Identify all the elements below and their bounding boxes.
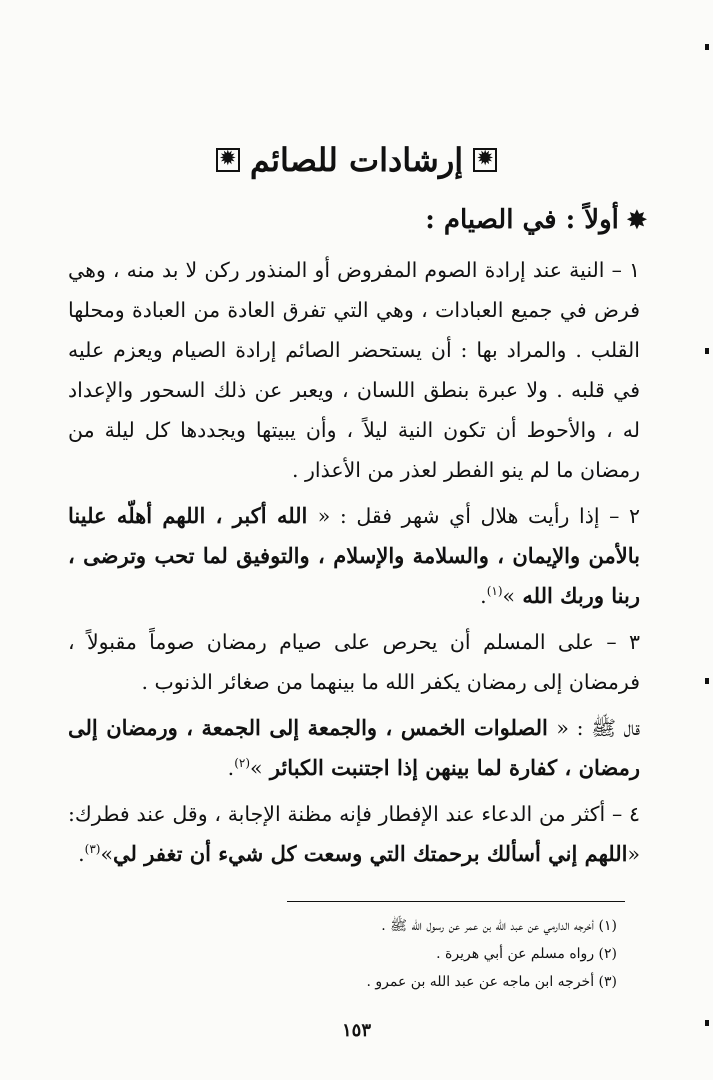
footnote-1: (١) أخرجه الدارمي عن عبد الله بن عمر عن رسول الله ﷺ .	[381, 918, 617, 934]
footnote-divider	[287, 901, 625, 902]
paragraph-2	[68, 496, 640, 616]
footnote-ref-1[interactable]: (١)	[486, 584, 503, 599]
ornament-icon	[216, 148, 240, 172]
footnote-3: (٣) أخرجه ابن ماجه عن عبد الله بن عمرو .	[366, 974, 617, 990]
page-number: ١٥٣	[341, 1020, 371, 1041]
footnote-ref-2[interactable]: (٢)	[234, 756, 251, 771]
paragraph-3: ٣ – على المسلم أن يحرص على صيام رمضان صوماً مقبولاً ، فرمضان إلى رمضان يكفر الله ما بينهما من صغائر الذنوب .	[68, 630, 640, 694]
paragraph-2-lead: ٢ – إذا رأيت هلال أي شهر فقل : «	[317, 504, 640, 528]
paragraph-2-quote-close: »	[502, 584, 516, 608]
scan-mark	[705, 1020, 709, 1026]
paragraph-5-quote-close: »	[100, 842, 114, 866]
paragraph-5	[68, 794, 640, 874]
paragraph-4-lead: قال ﷺ : «	[556, 716, 640, 740]
paragraph-4-quote: الصلوات الخمس ، والجمعة إلى الجمعة ، ورمضان إلى رمضان ، كفارة لما بينهن إذا اجتنبت الكبائر	[68, 715, 640, 780]
paragraph-4-end: .	[227, 756, 235, 780]
body-text	[68, 250, 640, 880]
paragraph-5-lead: ٤ – أكثر من الدعاء عند الإفطار فإنه مظنة الإجابة ، وقل عند فطرك: «	[68, 802, 640, 866]
star-icon: ✸	[626, 205, 647, 234]
paragraph-1: ١ – النية عند إرادة الصوم المفروض أو المنذور ركن لا بد منه ، وهي فرض في جميع العبادات ، وهي التي تفرق العادة من العبادة ومحلها القلب . والمراد بها : أن يستحضر الصائم إرادة الصيام ويعزم عليه في قلبه . ولا عبرة بنطق اللسان ، ويعبر عن ذلك السحور والإعداد له ، والأحوط أن تكون النية ليلاً ، وأن يبيتها ويجددها كل ليلة من رمضان ما لم ينو الفطر لعذر من الأعذار .	[68, 258, 640, 482]
section-heading	[425, 200, 647, 240]
footnote-2: (٢) رواه مسلم عن أبي هريرة .	[436, 946, 617, 962]
page-title	[0, 138, 713, 182]
scan-mark	[705, 678, 709, 684]
paragraph-4-quote-close: »	[250, 756, 263, 780]
paragraph-2-end: .	[480, 584, 487, 608]
paragraph-4	[68, 708, 640, 788]
section-heading-text: أولاً : في الصيام :	[425, 205, 619, 235]
scan-mark	[705, 348, 709, 354]
footnotes	[97, 912, 617, 996]
footnote-ref-3[interactable]: (٣)	[84, 842, 101, 857]
ornament-icon	[473, 148, 497, 172]
paragraph-2-quote: الله أكبر ، اللهم أهلّه علينا بالأمن والإيمان ، والسلامة والإسلام ، والتوفيق لما تحب وترضى ، ربنا وربك الله	[68, 503, 640, 608]
paragraph-5-quote: اللهم إني أسألك برحمتك التي وسعت كل شيء أن تغفر لي	[113, 841, 628, 866]
page-title-text: إرشادات للصائم	[249, 141, 464, 179]
paragraph-5-end: .	[78, 842, 85, 866]
scan-mark	[705, 44, 709, 50]
